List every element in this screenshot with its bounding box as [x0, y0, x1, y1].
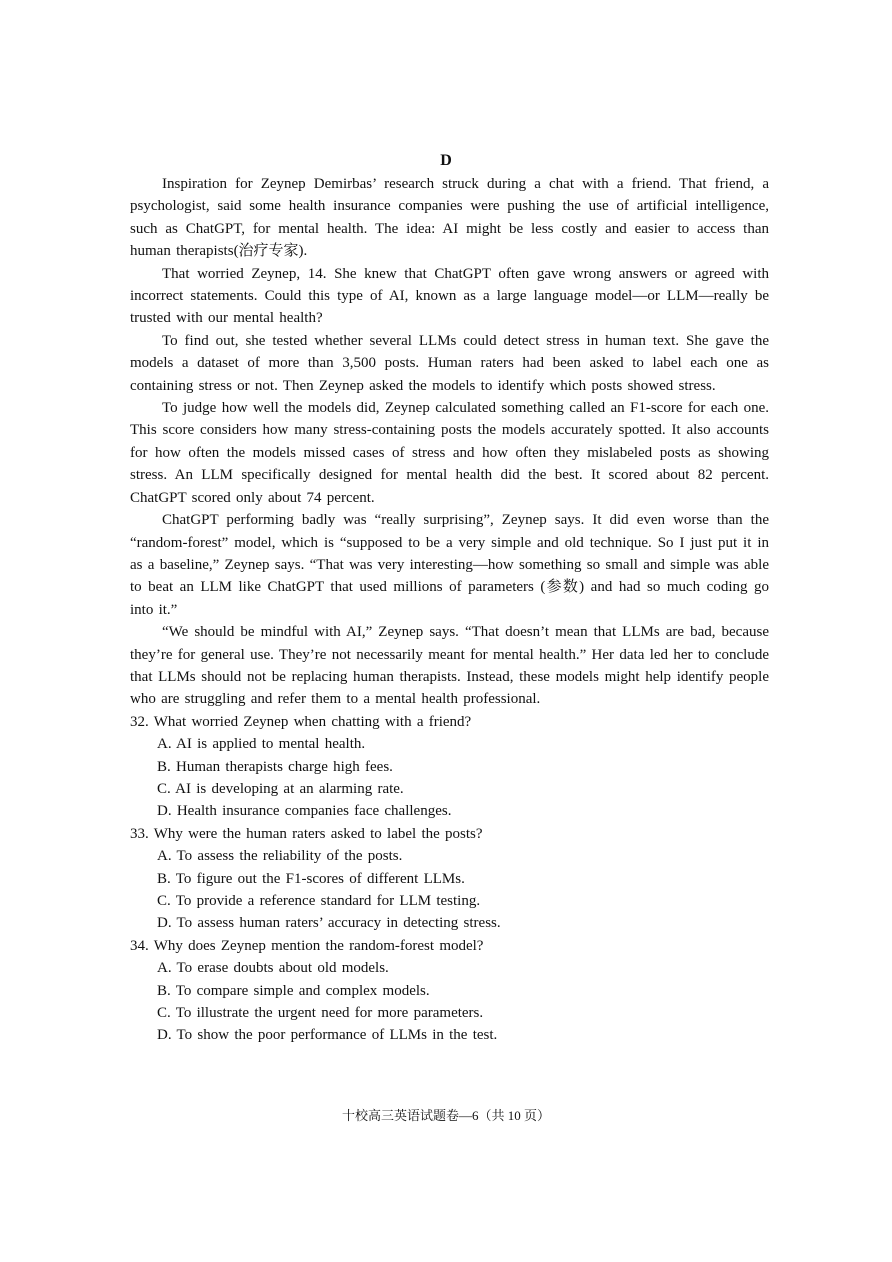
passage-paragraph-6: “We should be mindful with AI,” Zeynep says. “That doesn’t mean that LLMs are bad, because they’re for general use. They’re not necessarily meant for mental health.” Her data led her to conclude that LLMs should not be replacing human therapists. Instead, these models might help identify people who are struggling and refer them to a mental health professional. [130, 624, 769, 708]
option-d: D. To assess human raters’ accuracy in detecting stress. [157, 915, 501, 932]
option-c: C. To illustrate the urgent need for more parameters. [157, 1005, 484, 1022]
section-title: D [440, 152, 452, 169]
option-a: A. To erase doubts about old models. [157, 960, 389, 977]
passage-paragraph-2: That worried Zeynep, 14. She knew that ChatGPT often gave wrong answers or agreed with incorrect statements. Could this type of AI, known as a large language model—or LLM—really be trusted with our mental health? [130, 265, 769, 327]
option-b: B. To figure out the F1-scores of different LLMs. [157, 870, 465, 887]
passage-paragraph-3: To find out, she tested whether several LLMs could detect stress in human text. She gave the models a dataset of more than 3,500 posts. Human raters had been asked to label each one as containing stress or not. Then Zeynep asked the models to identify which posts showed stress. [130, 332, 769, 394]
passage-paragraph-4: To judge how well the models did, Zeynep calculated something called an F1-score for each one. This score considers how many stress-containing posts the models accurately spotted. It also accounts for how often the models missed cases of stress and how often they mislabeled posts as showing stress. An LLM specifically designed for mental health did the best. It scored about 82 percent. ChatGPT scored only about 74 percent. [130, 400, 769, 506]
question-stem: 34. Why does Zeynep mention the random-forest model? [130, 937, 484, 954]
option-d: D. To show the poor performance of LLMs in the test. [157, 1027, 498, 1044]
question-stem: 33. Why were the human raters asked to label the posts? [130, 825, 483, 842]
question-stem: 32. What worried Zeynep when chatting with a friend? [130, 713, 472, 730]
passage-paragraph-5: ChatGPT performing badly was “really surprising”, Zeynep says. It did even worse than the “random-forest” model, which is “supposed to be a very simple and old technique. So I just put it in as a baseline,” Zeynep says. “That was very interesting—how something so small and simple was able to beat an LLM like ChatGPT that used millions of parameters (参数) and had so much coding go into it.” [130, 512, 769, 618]
reading-passage [130, 173, 769, 1047]
option-a: A. To assess the reliability of the posts. [157, 848, 403, 865]
question-32 [130, 711, 769, 823]
option-d: D. Health insurance companies face challenges. [157, 803, 452, 820]
question-33 [130, 823, 769, 935]
option-c: C. To provide a reference standard for LLM testing. [157, 893, 481, 909]
question-34 [130, 935, 769, 1047]
option-b: B. To compare simple and complex models. [157, 982, 430, 999]
passage-paragraph-1: Inspiration for Zeynep Demirbas’ research struck during a chat with a friend. That friend, a psychologist, said some health insurance companies were pushing the use of artificial intelligence, such as ChatGPT, for mental health. The idea: AI might be less costly and easier to access than human therapists(治疗专家). [130, 176, 769, 260]
option-b: B. Human therapists charge high fees. [157, 758, 393, 775]
page-footer: 十校高三英语试题卷—6（共 10 页） [341, 1108, 550, 1123]
question-list [130, 711, 769, 1047]
option-a: A. AI is applied to mental health. [157, 736, 366, 753]
option-c: C. AI is developing at an alarming rate. [157, 780, 404, 797]
